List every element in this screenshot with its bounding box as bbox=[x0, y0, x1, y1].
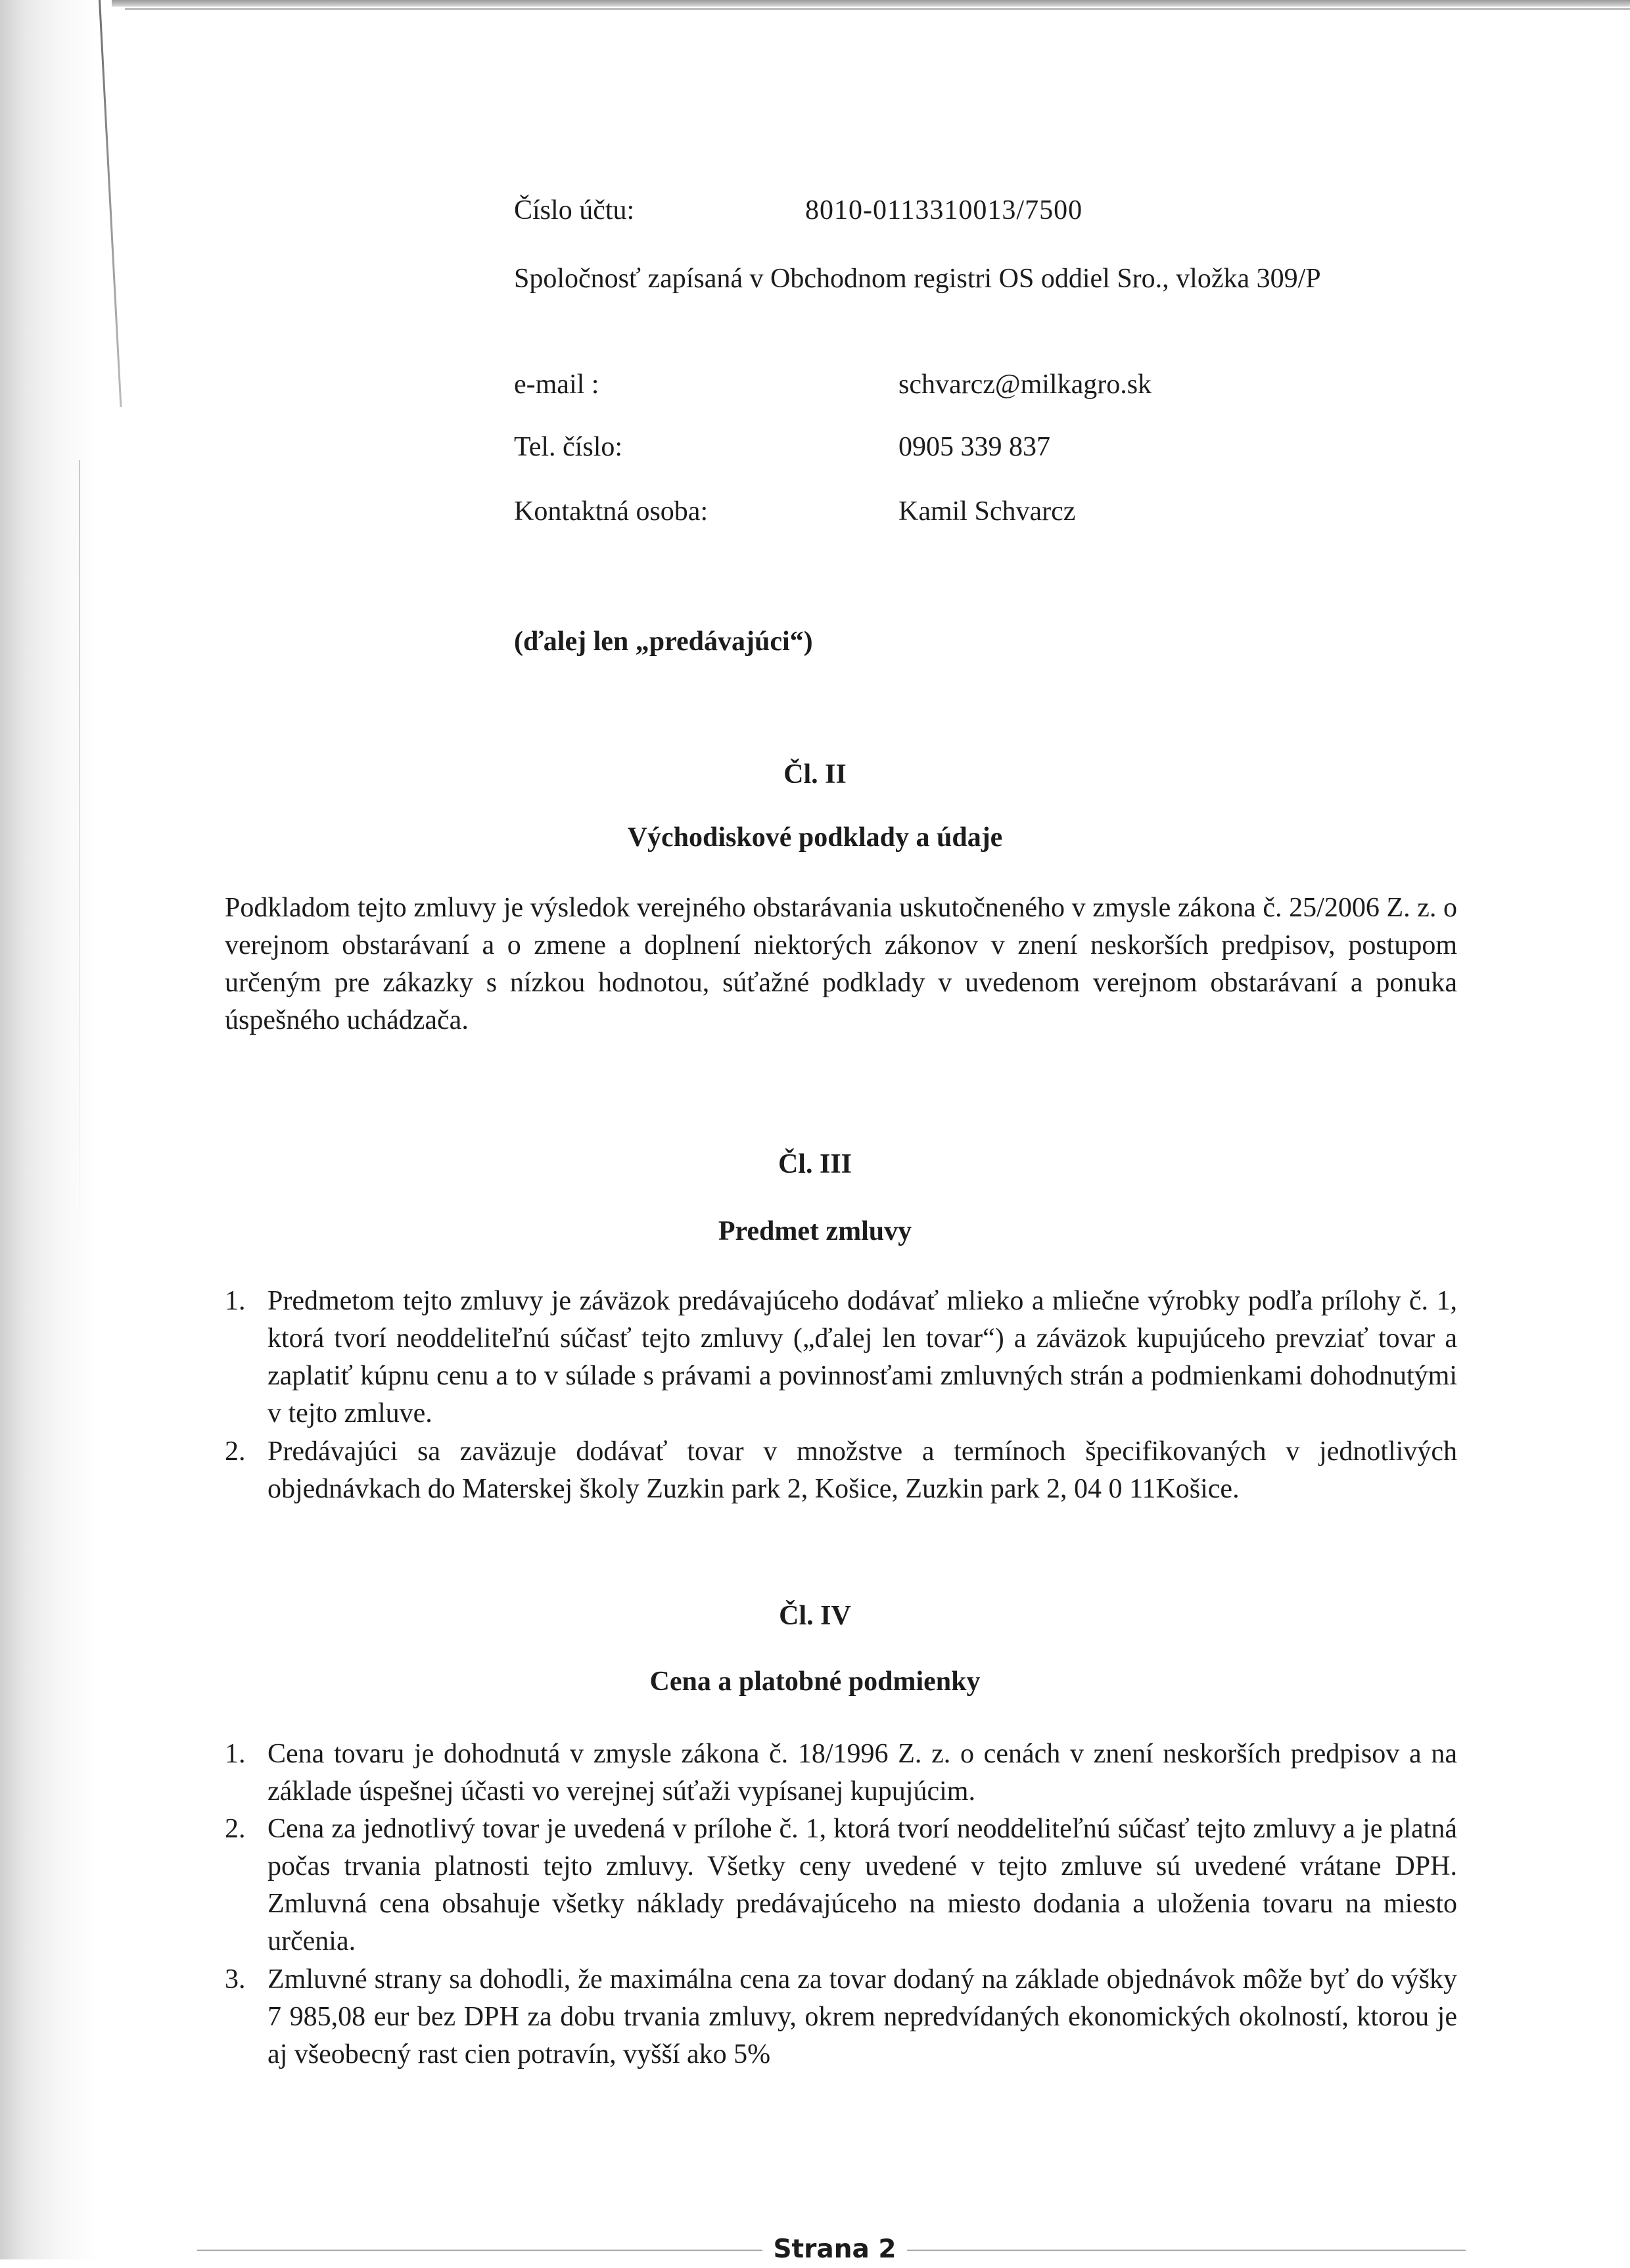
footer-rule-left bbox=[197, 2250, 762, 2251]
article-3-title: Predmet zmluvy bbox=[718, 1216, 912, 1246]
item-text: Cena tovaru je dohodnutá v zmysle zákona č. 18/1996 Z. z. o cenách v znení neskorších predpisov a na základe úspešnej účasti vo verejnej súťaži vypísanej kupujúcim. bbox=[268, 1739, 1457, 1807]
email-value: schvarcz@milkagro.sk bbox=[898, 369, 1152, 400]
contact-label: Kontaktná osoba: bbox=[514, 496, 709, 527]
item-text: Cena za jednotlivý tovar je uvedená v prílohe č. 1, ktorá tvorí neoddeliteľnú súčasť tejto zmluvy a je platná počas trvania platnosti tejto zmluvy. Všetky ceny uvedené v tejto zmluve sú uvedené vrátane DPH. Zmluvná cena obsahuje všetky náklady predávajúceho na miesto dodania a uloženia tovaru na miesto určenia. bbox=[268, 1814, 1457, 1956]
page-number: Strana 2 bbox=[773, 2234, 896, 2264]
scan-top-edge bbox=[112, 0, 1630, 7]
article-4-title: Cena a platobné podmienky bbox=[649, 1666, 981, 1697]
scan-left-shadow bbox=[0, 0, 99, 2259]
item-number: 2. bbox=[225, 1436, 246, 1467]
item-text: Predmetom tejto zmluvy je záväzok predávajúceho dodávať mlieko a mliečne výrobky podľa prílohy č. 1, ktorá tvorí neoddeliteľnú súčasť tejto zmluvy („ďalej len tovar“) a záväzok kupujúceho prevziať tovar a zaplatiť kúpnu cenu a to v súlade s právami a povinnosťami zmluvných strán a podmienkami dohodnutými v tejto zmluve. bbox=[268, 1286, 1457, 1429]
email-label: e-mail : bbox=[514, 369, 599, 400]
article-2-number: Čl. II bbox=[783, 759, 847, 790]
item-number: 2. bbox=[225, 1814, 246, 1844]
account-label: Číslo účtu: bbox=[514, 195, 635, 225]
company-registration: Spoločnosť zapísaná v Obchodnom registri OS oddiel Sro., vložka 309/P bbox=[514, 264, 1321, 294]
phone-label: Tel. číslo: bbox=[514, 432, 623, 462]
item-number: 1. bbox=[225, 1739, 246, 1769]
seller-designation: (ďalej len „predávajúci“) bbox=[514, 626, 813, 657]
item-number: 3. bbox=[225, 1964, 246, 1995]
phone-value: 0905 339 837 bbox=[898, 432, 1050, 462]
contact-value: Kamil Schvarcz bbox=[898, 496, 1076, 527]
item-text: Predávajúci sa zaväzuje dodávať tovar v množstve a termínoch špecifikovaných v jednotlivých objednávkach do Materskej školy Zuzkin park 2, Košice, Zuzkin park 2, 04 0 11Košice. bbox=[268, 1436, 1457, 1504]
footer-rule-right bbox=[907, 2250, 1466, 2251]
scan-fold-line bbox=[99, 0, 122, 407]
article-4-number: Čl. IV bbox=[779, 1601, 851, 1631]
article-2-title: Východiskové podklady a údaje bbox=[627, 822, 1003, 853]
item-number: 1. bbox=[225, 1286, 246, 1316]
article-3-number: Čl. III bbox=[778, 1149, 852, 1179]
item-text: Zmluvné strany sa dohodli, že maximálna cena za tovar dodaný na základe objednávok môže byť do výšky 7 985,08 eur bez DPH za dobu trvania zmluvy, okrem nepredvídaných ekonomických okolností, ktorou je aj všeobecný rast cien potravín, vyšší ako 5% bbox=[268, 1964, 1457, 2069]
scan-top-edge-line bbox=[125, 8, 1630, 10]
article-2-text: Podkladom tejto zmluvy je výsledok verejného obstarávania uskutočneného v zmysle zákona č. 25/2006 Z. z. o verejnom obstarávaní a o zmene a doplnení niektorých zákonov v znení neskorších predpisov, postupom určeným pre zákazky s nízkou hodnotou, súťažné podklady v uvedenom verejnom obstarávaní a ponuka úspešného uchádzača. bbox=[225, 893, 1457, 1035]
account-value: 8010-0113310013/7500 bbox=[805, 195, 1083, 225]
